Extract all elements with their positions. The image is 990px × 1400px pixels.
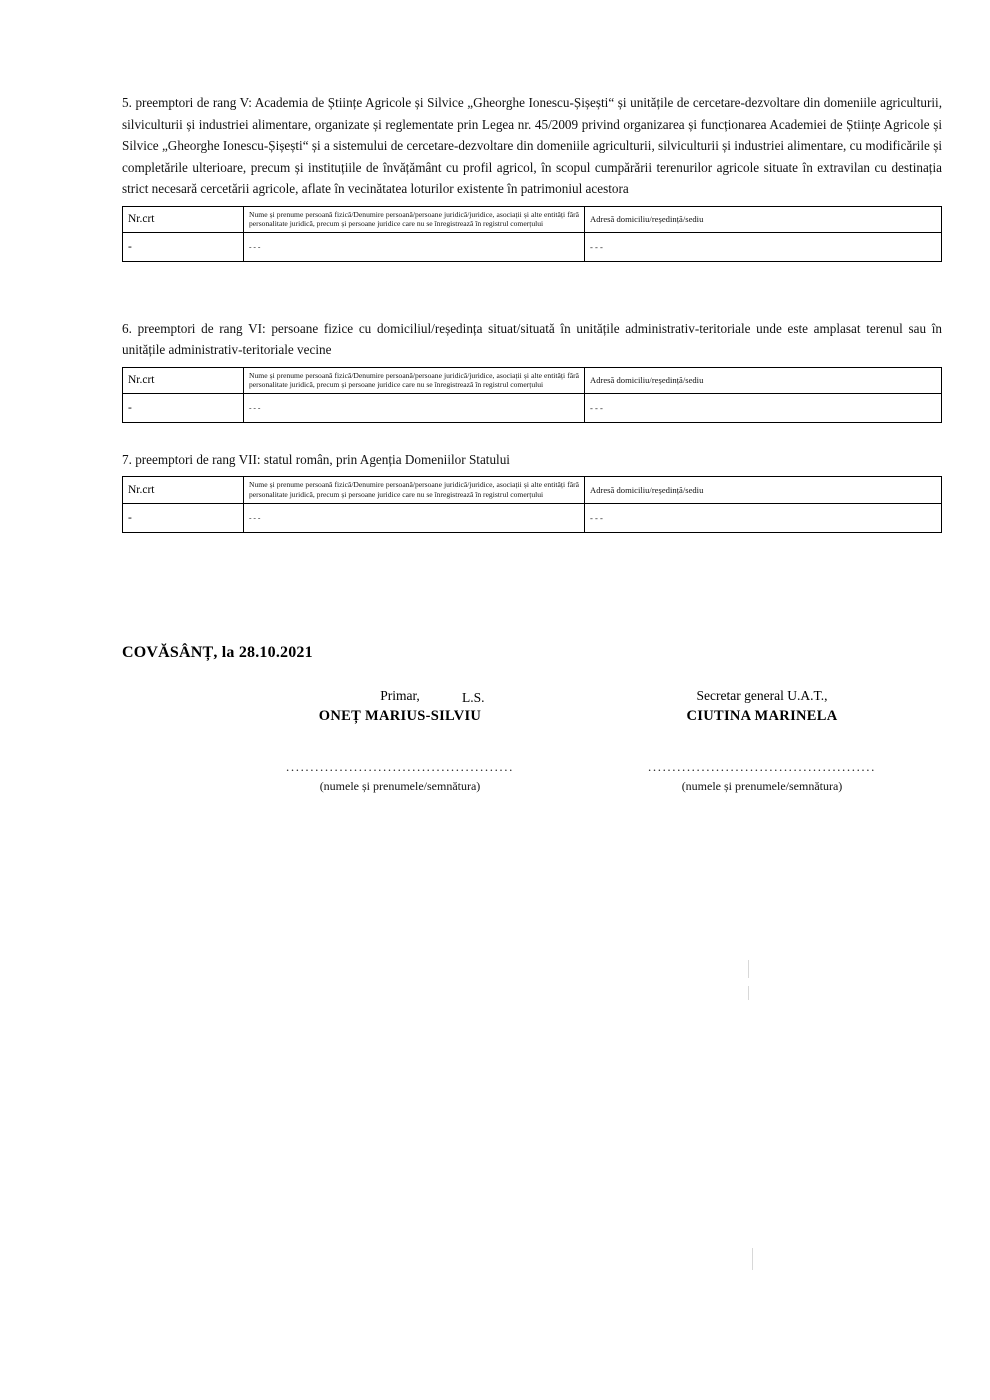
table-header-row [123, 367, 942, 393]
signature-caption-secretary: (numele și prenumele/semnătura) [681, 779, 843, 793]
cell-nume: - - - [244, 503, 585, 532]
preemptors-table-rank-6 [122, 367, 942, 423]
header-nume: Nume și prenume persoană fizică/Denumire persoană/persoane juridică/juridice, asociații și alte entități fără personalitate juridică, precum și persoane juridice care nu se înregistrează în registrul comerțului [244, 367, 585, 393]
document-content [122, 92, 942, 533]
cell-adresa: - - - [585, 393, 942, 422]
signature-line-secretary: ............................................... [648, 759, 876, 774]
cell-nr: - [123, 393, 244, 422]
paragraph-rank-5: 5. preemptori de rang V: Academia de Științe Agricole și Silvice „Gheorghe Ionescu-Șișești“ și unitățile de cercetare-dezvoltare din domeniile agriculturii, silviculturii și industriei alimentare, organizate și reglementate prin Legea nr. 45/2009 privind organizarea și funcționarea Academiei de Științe Agricole și Silvice „Gheorghe Ionescu-Șișești“ și a sistemului de cercetare-dezvoltare din domeniile agriculturii, silviculturii și industriei alimentare, cu modificările și completările ulterioare, precum și instituțiile de învățământ cu profil agricol, în scopul cumpărării terenurilor agricole situate în extravilan cu destinația strict necesară cercetării agricole, aflate în vecinătatea loturilor existente în patrimoniul acestora [122, 95, 942, 196]
signature-block [122, 688, 942, 808]
paragraph-rank-7: 7. preemptori de rang VII: statul român, prin Agenția Domeniilor Statului [122, 451, 510, 467]
header-nr: Nr.crt [123, 477, 244, 503]
header-nr: Nr.crt [123, 367, 244, 393]
signature-secretary [592, 688, 932, 794]
cell-adresa: - - - [585, 232, 942, 261]
spacer [122, 262, 942, 318]
signature-caption-mayor: (numele și prenumele/semnătura) [319, 779, 481, 793]
header-nr: Nr.crt [123, 206, 244, 232]
preemptors-table-rank-5 [122, 206, 942, 262]
signature-line-mayor: ............................................... [286, 759, 514, 774]
table-row [123, 503, 942, 532]
header-nume: Nume și prenume persoană fizică/Denumire persoană/persoane juridică/juridice, asociații și alte entități fără personalitate juridică, precum și persoane juridice care nu se înregistrează în registrul comerțului [244, 477, 585, 503]
signature-name-secretary: CIUTINA MARINELA [686, 708, 838, 724]
header-adresa: Adresă domiciliu/reședință/sediu [585, 206, 942, 232]
table-row [123, 232, 942, 261]
table-row [123, 393, 942, 422]
signature-name-mayor: ONEȚ MARIUS-SILVIU [318, 708, 482, 724]
signature-mayor [250, 688, 550, 794]
cell-nr: - [123, 503, 244, 532]
spacer [122, 423, 942, 449]
cell-nume: - - - [244, 393, 585, 422]
table-header-row [123, 206, 942, 232]
signature-role-mayor: Primar, [380, 688, 420, 703]
cell-nume: - - - [244, 232, 585, 261]
cell-adresa: - - - [585, 503, 942, 532]
header-adresa: Adresă domiciliu/reședință/sediu [585, 367, 942, 393]
paragraph-rank-6: 6. preemptori de rang VI: persoane fizice cu domiciliul/reședința situat/situată în unitățile administrativ-teritoriale unde este amplasat terenul sau în unitățile administrativ-teritoriale vecine [122, 320, 942, 358]
header-adresa: Adresă domiciliu/reședință/sediu [585, 477, 942, 503]
scan-artifact [748, 960, 749, 978]
scan-artifact [752, 1248, 753, 1270]
seal-label: L.S. [462, 690, 485, 705]
table-header-row [123, 477, 942, 503]
signature-role-secretary: Secretar general U.A.T., [696, 688, 828, 703]
scan-artifact [748, 986, 749, 1000]
preemptors-table-rank-7 [122, 476, 942, 532]
header-nume: Nume și prenume persoană fizică/Denumire persoană/persoane juridică/juridice, asociații și alte entități fără personalitate juridică, precum și persoane juridice care nu se înregistrează în registrul comerțului [244, 206, 585, 232]
signing-place-date: COVĂSÂNȚ, la 28.10.2021 [122, 644, 313, 661]
cell-nr: - [123, 232, 244, 261]
